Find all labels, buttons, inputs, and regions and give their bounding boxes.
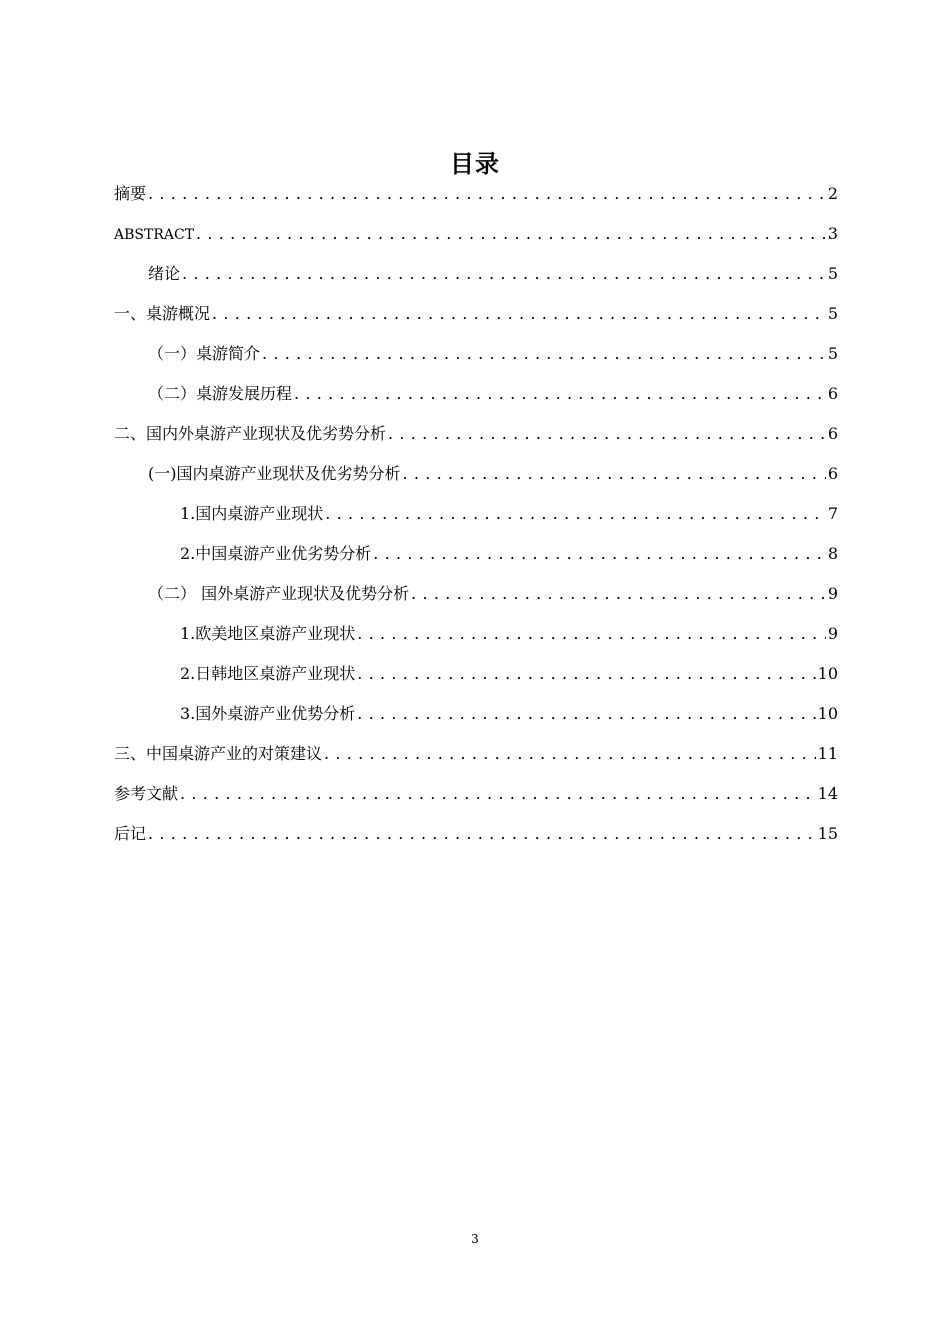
toc-entry-chapter-3[interactable] xyxy=(114,734,838,774)
toc-entry-section-1-2[interactable] xyxy=(114,374,838,414)
toc-entry-label: 2.中国桌游产业优劣势分析 xyxy=(180,544,372,563)
dot-leader xyxy=(180,774,816,814)
toc-entry-label: 摘要 xyxy=(114,184,147,203)
toc-entry-page: 9 xyxy=(827,584,838,603)
toc-entry-page: 5 xyxy=(827,264,838,283)
toc-entry-page: 10 xyxy=(817,704,838,723)
toc-entry-section-2-2[interactable] xyxy=(114,574,838,614)
toc-entry-chapter-1[interactable] xyxy=(114,294,838,334)
toc-entry-abstract-en[interactable] xyxy=(114,214,838,254)
toc-entry-page: 15 xyxy=(817,824,838,843)
toc-entry-page: 14 xyxy=(817,784,838,803)
toc-entry-section-2-1[interactable] xyxy=(114,454,838,494)
toc-entry-label: 二、国内外桌游产业现状及优劣势分析 xyxy=(114,424,387,443)
toc-entry-section-2-2-2[interactable] xyxy=(114,654,838,694)
toc-entry-references[interactable] xyxy=(114,774,838,814)
toc-entry-introduction[interactable] xyxy=(114,254,838,294)
dot-leader xyxy=(357,654,815,694)
toc-entry-section-2-2-3[interactable] xyxy=(114,694,838,734)
toc-entry-page: 6 xyxy=(827,464,838,483)
toc-entry-section-2-2-1[interactable] xyxy=(114,614,838,654)
toc-entry-page: 10 xyxy=(817,664,838,683)
toc-entry-section-2-1-2[interactable] xyxy=(114,534,838,574)
toc-entry-page: 5 xyxy=(827,304,838,323)
toc-entry-page: 8 xyxy=(827,544,838,563)
toc-entry-page: 6 xyxy=(827,384,838,403)
dot-leader xyxy=(357,614,826,654)
dot-leader xyxy=(411,574,826,614)
toc-entry-label: 2.日韩地区桌游产业现状 xyxy=(180,664,356,683)
toc-entry-label: 1.欧美地区桌游产业现状 xyxy=(180,624,356,643)
toc-entry-label: （二）桌游发展历程 xyxy=(148,384,293,403)
toc-entry-label: 1.国内桌游产业现状 xyxy=(180,504,324,523)
toc-entry-chapter-2[interactable] xyxy=(114,414,838,454)
dot-leader xyxy=(403,454,826,494)
dot-leader xyxy=(148,174,826,214)
toc-entry-label: 一、桌游概况 xyxy=(114,304,211,323)
dot-leader xyxy=(148,814,816,854)
toc-entry-postscript[interactable] xyxy=(114,814,838,854)
toc-entry-label: 绪论 xyxy=(148,264,181,283)
toc-entry-page: 11 xyxy=(817,744,838,763)
toc-entry-page: 2 xyxy=(827,184,838,203)
toc-entry-label: 后记 xyxy=(114,824,147,843)
table-of-contents xyxy=(114,174,838,854)
toc-entry-page: 9 xyxy=(827,624,838,643)
toc-entry-abstract-cn[interactable] xyxy=(114,174,838,214)
dot-leader xyxy=(388,414,826,454)
dot-leader xyxy=(373,534,826,574)
toc-entry-label: (一)国内桌游产业现状及优劣势分析 xyxy=(148,464,401,483)
dot-leader xyxy=(325,494,826,534)
toc-entry-section-2-1-1[interactable] xyxy=(114,494,838,534)
page-number: 3 xyxy=(471,1232,479,1246)
toc-entry-page: 3 xyxy=(827,224,838,243)
toc-entry-label: ABSTRACT xyxy=(114,227,195,243)
toc-entry-label: 参考文献 xyxy=(114,784,179,803)
dot-leader xyxy=(182,254,826,294)
toc-title: 目录 xyxy=(450,150,500,178)
toc-entry-section-1-1[interactable] xyxy=(114,334,838,374)
dot-leader xyxy=(324,734,816,774)
dot-leader xyxy=(294,374,826,414)
toc-entry-label: 3.国外桌游产业优势分析 xyxy=(180,704,356,723)
dot-leader xyxy=(196,214,826,254)
dot-leader xyxy=(262,334,826,374)
toc-entry-label: （二） 国外桌游产业现状及优势分析 xyxy=(148,584,410,603)
toc-entry-page: 5 xyxy=(827,344,838,363)
toc-entry-page: 7 xyxy=(827,504,838,523)
dot-leader xyxy=(212,294,826,334)
dot-leader xyxy=(357,694,815,734)
toc-entry-label: （一）桌游简介 xyxy=(148,344,261,363)
toc-entry-label: 三、中国桌游产业的对策建议 xyxy=(114,744,323,763)
toc-entry-page: 6 xyxy=(827,424,838,443)
